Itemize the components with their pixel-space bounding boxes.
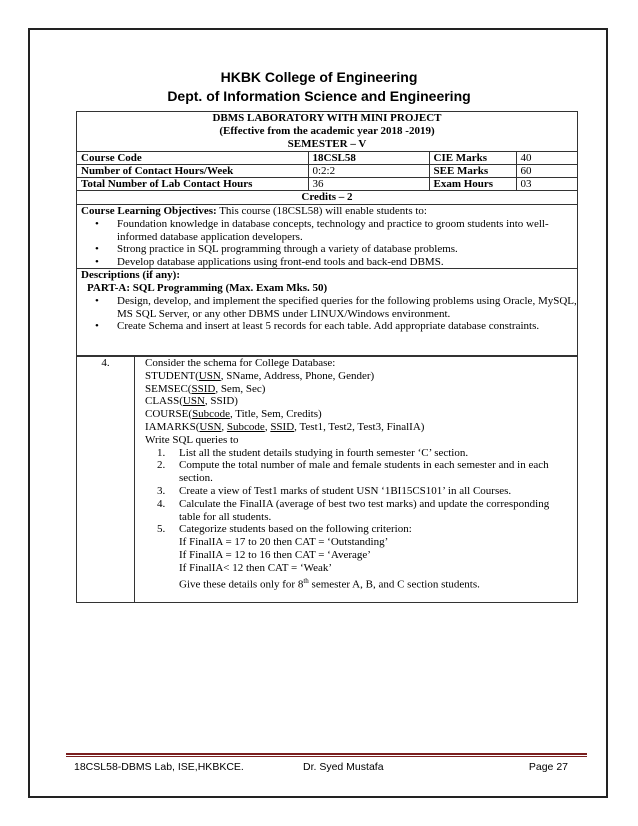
schema-semsec: SEMSEC(SSID, Sem, Sec) [145,382,266,395]
page-number: Page 27 [528,761,568,773]
objectives-list [77,218,577,268]
table-row: Total Number of Lab Contact Hours 36 Exam Hours 03 [77,178,577,191]
department-name: Dept. of Information Science and Engineering [167,88,471,104]
list-item: • Foundation knowledge in database concepts, technology and practice to groom students into well-informed database application developers. [117,218,577,243]
criterion-line: If FinalIA = 17 to 20 then CAT = ‘Outstanding’ [179,536,389,549]
course-title: DBMS LABORATORY WITH MINI PROJECT [212,112,442,124]
semester-label: SEMESTER – V [287,138,367,150]
footer-rule-thin [66,756,587,757]
part-a-heading: PART-A: SQL Programming (Max. Exam Mks. 50) [87,282,328,294]
schema-iamarks: IAMARKS(USN, Subcode, SSID, Test1, Test2, Test3, FinalIA) [145,420,425,433]
list-item: 1. List all the student details studying in fourth semester ‘C’ section. [157,446,469,459]
problem-number: 4. [77,357,135,602]
list-item: • Create Schema and insert at least 5 records for each table. Add appropriate database constraints. [117,320,577,333]
schema-class: CLASS(USN, SSID) [145,395,238,408]
criterion-line: If FinalIA = 12 to 16 then CAT = ‘Average’ [179,548,371,561]
final-note: Give these details only for 8th semester A, B, and C section students. [179,576,480,591]
list-item: • Design, develop, and implement the specified queries for the following problems using Oracle, MySQL, MS SQL Server, or any other DBMS under LINUX/Windows environment. [117,295,577,320]
footer-course: 18CSL58-DBMS Lab, ISE,HKBKCE. [74,761,244,773]
write-queries-label: Write SQL queries to [145,433,239,446]
page-header [0,68,638,106]
table-row: Number of Contact Hours/Week 0:2:2 SEE Marks 60 [77,165,577,178]
query-list [145,447,573,537]
schema-student: STUDENT(USN, SName, Address, Phone, Gender) [145,369,375,382]
course-info-table [77,151,577,190]
problem-intro: Consider the schema for College Database: [145,357,336,369]
part-a-list [77,295,577,333]
descriptions-heading: Descriptions (if any): [77,268,577,282]
footer-rule [66,753,587,755]
problem-content [145,357,573,591]
effective-year: (Effective from the academic year 2018 -2019) [219,125,435,137]
table-row: Course Code 18CSL58 CIE Marks 40 [77,152,577,165]
objectives-heading: Course Learning Objectives: This course (18CSL58) will enable students to: [77,204,577,218]
schema-course: COURSE(Subcode, Title, Sem, Credits) [145,408,322,421]
criterion-line: If FinalIA< 12 then CAT = ‘Weak’ [179,561,333,574]
college-name: HKBK College of Engineering [220,69,418,85]
course-details-box [76,111,578,356]
problem-box [76,356,578,603]
list-item: • Strong practice in SQL programming through a variety of database problems. [117,243,577,256]
list-item: 5. Categorize students based on the following criterion: [157,523,412,536]
list-item: 4. Calculate the FinalIA (average of best two test marks) and update the corresponding table for all students. [157,497,550,523]
list-item: 2. Compute the total number of male and female students in each semester and in each section. [157,459,549,485]
list-item: • Develop database applications using front-end tools and back-end DBMS. [117,256,577,269]
footer-author: Dr. Syed Mustafa [303,761,384,773]
list-item: 3. Create a view of Test1 marks of student USN ‘1BI15CS101’ in all Courses. [157,484,512,497]
credits-label: Credits – 2 [77,190,577,204]
